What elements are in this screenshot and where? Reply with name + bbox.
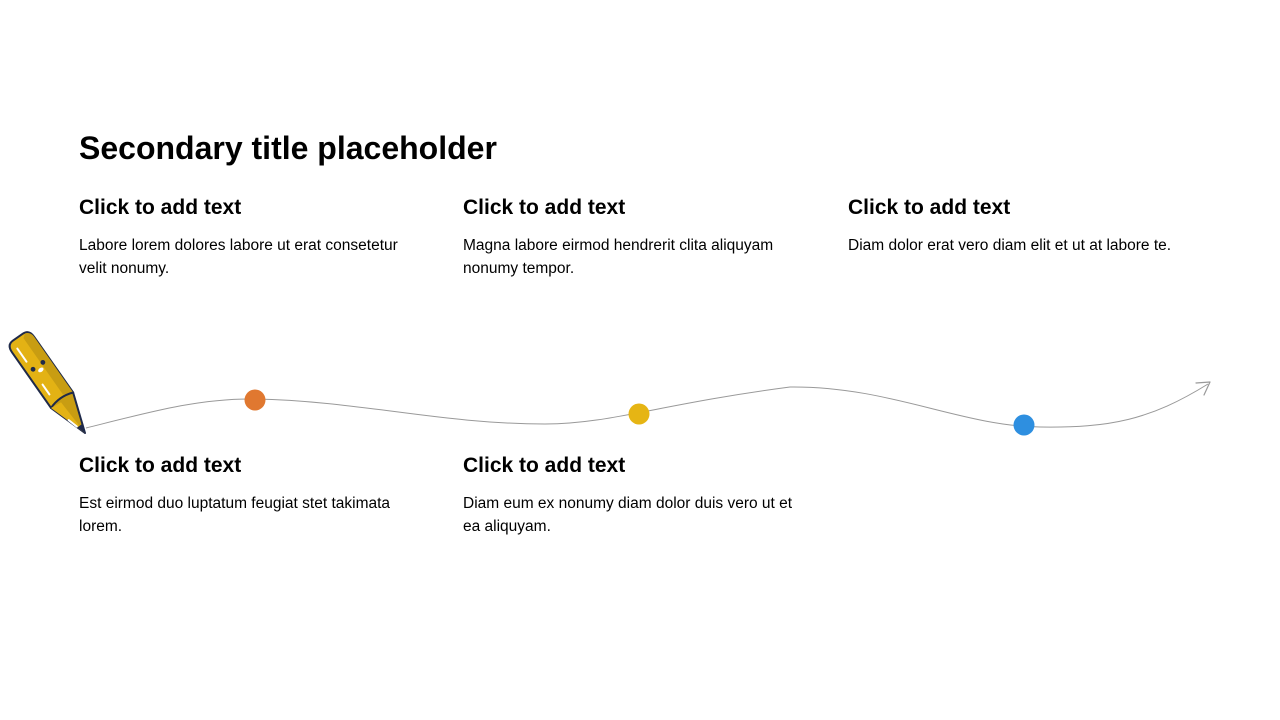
block-body[interactable]: Est eirmod duo luptatum feugiat stet takimata lorem. [79, 495, 391, 535]
arrow-head-icon [1196, 382, 1210, 395]
block-body[interactable]: Diam dolor erat vero diam elit et ut at labore te. [848, 237, 1172, 254]
block-heading[interactable]: Click to add text [848, 196, 1011, 219]
text-block-top-2[interactable] [463, 195, 813, 280]
block-heading[interactable]: Click to add text [79, 454, 242, 477]
text-block-top-3[interactable] [848, 195, 1228, 257]
text-block-top-1[interactable] [79, 195, 429, 280]
block-heading[interactable]: Click to add text [463, 454, 626, 477]
block-heading[interactable]: Click to add text [463, 196, 626, 219]
block-body[interactable]: Diam eum ex nonumy diam dolor duis vero ut et ea aliquyam. [463, 495, 793, 535]
milestone-marker-1[interactable] [245, 390, 266, 411]
block-body[interactable]: Labore lorem dolores labore ut erat consetetur velit nonumy. [79, 237, 398, 277]
pencil-icon [7, 329, 96, 440]
text-block-bottom-2[interactable] [463, 453, 813, 538]
block-body[interactable]: Magna labore eirmod hendrerit clita aliquyam nonumy tempor. [463, 237, 774, 277]
block-heading[interactable]: Click to add text [79, 196, 242, 219]
timeline-curve [86, 384, 1208, 428]
milestone-marker-2[interactable] [629, 404, 650, 425]
text-block-bottom-1[interactable] [79, 453, 429, 538]
milestone-marker-3[interactable] [1014, 415, 1035, 436]
slide-title[interactable]: Secondary title placeholder [79, 130, 497, 166]
